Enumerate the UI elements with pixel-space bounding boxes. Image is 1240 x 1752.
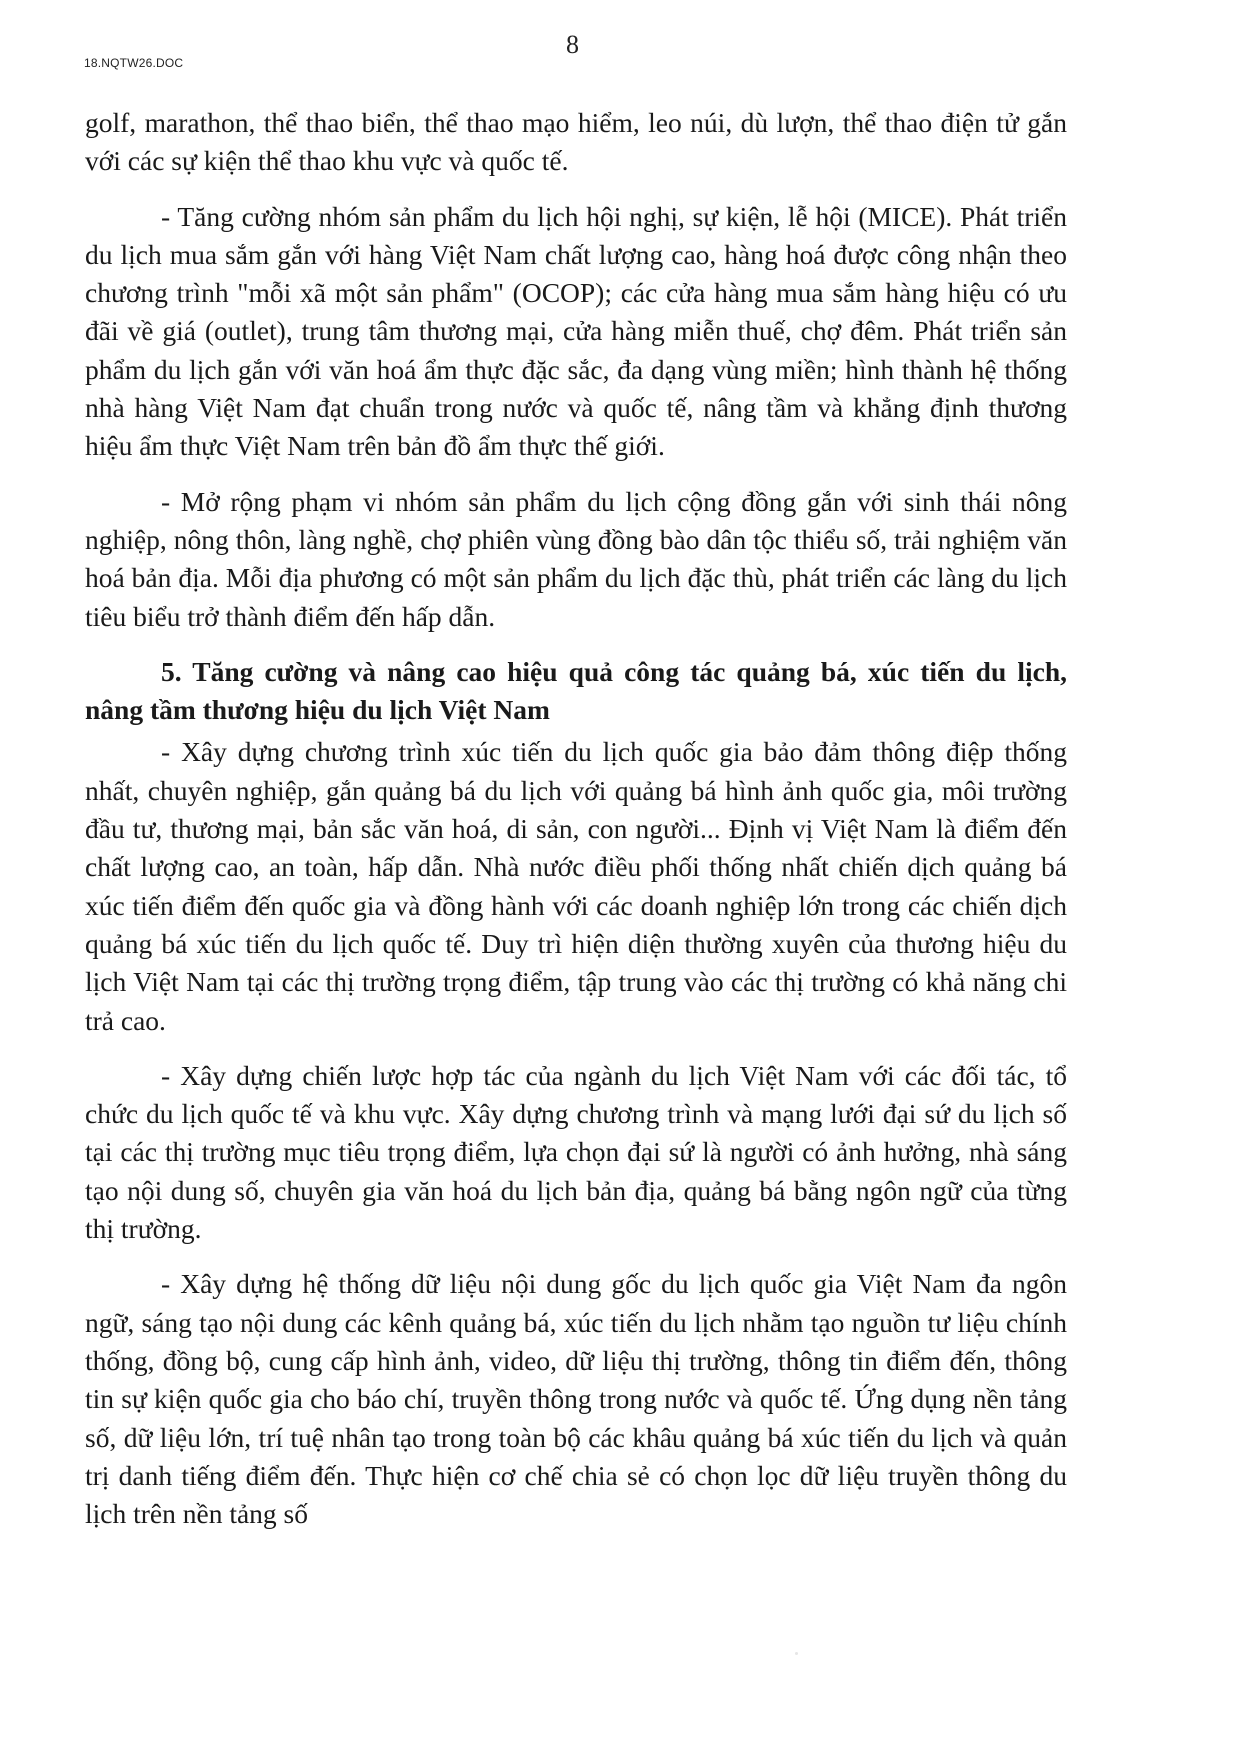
paragraph-cooperation-strategy: - Xây dựng chiến lược hợp tác của ngành du lịch Việt Nam với các đối tác, tổ chức du lịch quốc tế và khu vực. Xây dựng chương trình và mạng lưới đại sứ du lịch số tại các thị trường mục tiêu trọng điểm, lựa chọn đại sứ là người có ảnh hưởng, nhà sáng tạo nội dung số, chuyên gia văn hoá du lịch bản địa, quảng bá bằng ngôn ngữ của từng thị trường. (85, 1059, 1067, 1245)
section-heading-5: 5. Tăng cường và nâng cao hiệu quả công tác quảng bá, xúc tiến du lịch, nâng tầm thương hiệu du lịch Việt Nam (85, 655, 1067, 726)
paragraph-community-tourism: - Mở rộng phạm vi nhóm sản phẩm du lịch cộng đồng gắn với sinh thái nông nghiệp, nông thôn, làng nghề, chợ phiên vùng đồng bào dân tộc thiểu số, trải nghiệm văn hoá bản địa. Mỗi địa phương có một sản phẩm du lịch đặc thù, phát triển các làng du lịch tiêu biểu trở thành điểm đến hấp dẫn. (85, 485, 1067, 632)
document-file-id: 18.NQTW26.DOC (84, 56, 184, 70)
page-number: 8 (566, 30, 579, 59)
paragraph-mice-shopping-cuisine: - Tăng cường nhóm sản phẩm du lịch hội nghị, sự kiện, lễ hội (MICE). Phát triển du lịch mua sắm gắn với hàng Việt Nam chất lượng cao, hàng hoá được công nhận theo chương trình "mỗi xã một sản phẩm" (OCOP); các cửa hàng mua sắm hàng hiệu có ưu đãi về giá (outlet), trung tâm thương mại, cửa hàng miễn thuế, chợ đêm. Phát triển sản phẩm du lịch gắn với văn hoá ẩm thực đặc sắc, đa dạng vùng miền; hình thành hệ thống nhà hàng Việt Nam đạt chuẩn trong nước và quốc tế, nâng tầm và khẳng định thương hiệu ẩm thực Việt Nam trên bản đồ ẩm thực thế giới. (85, 200, 1067, 462)
paragraph-data-system: - Xây dựng hệ thống dữ liệu nội dung gốc du lịch quốc gia Việt Nam đa ngôn ngữ, sáng tạo nội dung các kênh quảng bá, xúc tiến du lịch nhằm tạo nguồn tư liệu chính thống, đồng bộ, cung cấp hình ảnh, video, dữ liệu thị trường, thông tin điểm đến, thông tin sự kiện quốc gia cho báo chí, truyền thông trong nước và quốc tế. Ứng dụng nền tảng số, dữ liệu lớn, trí tuệ nhân tạo trong toàn bộ các khâu quảng bá xúc tiến du lịch và quản trị danh tiếng điểm đến. Thực hiện cơ chế chia sẻ có chọn lọc dữ liệu truyền thông du lịch trên nền tảng số (85, 1268, 1067, 1530)
paragraph-national-promotion: - Xây dựng chương trình xúc tiến du lịch quốc gia bảo đảm thông điệp thống nhất, chuyên nghiệp, gắn quảng bá du lịch với quảng bá hình ảnh quốc gia, môi trường đầu tư, thương mại, bản sắc văn hoá, di sản, con người... Định vị Việt Nam là điểm đến chất lượng cao, an toàn, hấp dẫn. Nhà nước điều phối thống nhất chiến dịch quảng bá xúc tiến điểm đến quốc gia và đồng hành với các doanh nghiệp lớn trong các chiến dịch quảng bá xúc tiến du lịch quốc tế. Duy trì hiện diện thường xuyên của thương hiệu du lịch Việt Nam tại các thị trường trọng điểm, tập trung vào các thị trường có khả năng chi trả cao. (85, 736, 1067, 1036)
document-body (85, 104, 1067, 1550)
scan-speck (795, 1652, 798, 1655)
paragraph-continuation: golf, marathon, thể thao biển, thể thao mạo hiểm, leo núi, dù lượn, thể thao điện tử gắn với các sự kiện thể thao khu vực và quốc tế. (85, 107, 1067, 177)
